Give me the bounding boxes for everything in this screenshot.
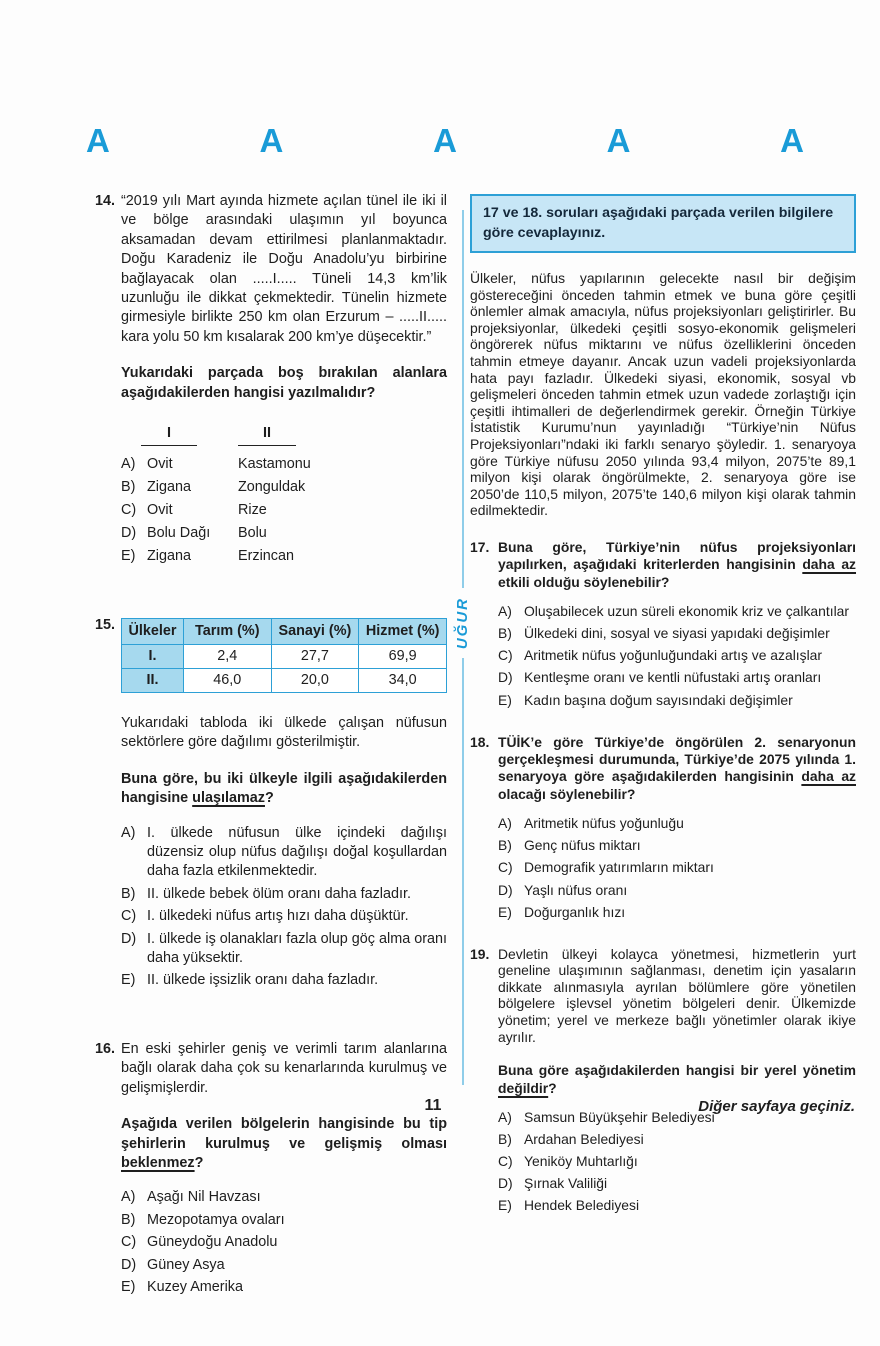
option-letter: C) [498,859,513,876]
table-cell: 46,0 [183,669,271,693]
table-cell: 69,9 [359,645,447,669]
option-letter: E) [121,1278,136,1295]
option-letter: C) [498,647,513,664]
option-text: Aşağı Nil Havzası [147,1189,261,1206]
form-letter-a: A [259,122,284,159]
stem-underlined-word: daha az [801,768,856,785]
option-text: Kadın başına doğum sayısındaki değişimler [524,691,793,708]
table-row [122,669,447,693]
option-letter: A) [498,815,512,832]
option-text: Oluşabilecek uzun süreli ekonomik kriz ve çalkantılar [524,603,850,620]
option-row [498,647,856,664]
option-text: Mezopotamya ovaları [147,1211,285,1228]
question-number: 16. [95,1040,116,1057]
options-list [498,1109,856,1214]
option-row [498,1153,856,1170]
stem-text: etkili olduğu söylenebilir? [498,573,670,590]
option-row [121,1233,447,1252]
option-letter: B) [121,1211,136,1228]
shared-passage: Ülkeler, nüfus yapılarının gelecekte nasıl bir değişim göstereceğini önceden tahmin etmek ve buna göre çeşitli önlemler almak amacıyla, nüfus projeksiyonları geliştirirler. Bu projeksiyonlar, ülkedeki çeşitli sosyo-ekonomik gelişmeleri öngörerek nüfus miktarını ve nüfus özelliklerini önceden tahmin etmeye dayanır. Ancak uzun vadeli projeksiyonlarda hata payı fazladır. Ülkedeki siyasi, ekonomik, sosyal vb gelişmeleri önceden tahmin etmek uzun vadede zorlaştığı için çeşitli ihtimalleri de değerlendirmek gerekir. Örneğin Türkiye İstatistik Kurumu’nun yayınladığı “Türkiye’nin Nüfus Projeksiyonları”ndaki iki farklı senaryo şöyledir. 1. senaryoya göre Türkiye nüfusu 2050 yılında 93,4 milyon, 2075’te 89,1 milyon kişi olarak öngörülmekte, 2. senaryoya göre ise 2050’de 110,5 milyon, 2075’te 140,6 milyon kişi olarak tahmin edilmektedir. [470,270,856,519]
stem-underlined-word: değildir [498,1079,549,1096]
option-row [498,692,856,709]
option-row [121,547,447,566]
left-column [95,192,447,1346]
form-letter-a: A [780,122,804,159]
question-stem: Yukarıdaki parçada boş bırakılan alanlara aşağıdakilerden hangisi yazılmalıdır? [121,365,447,401]
divider-line [462,658,464,1085]
option-row [121,824,447,882]
option-row [498,1175,856,1192]
option-letter: D) [121,525,137,542]
question-15 [95,616,447,994]
column-header-i: I [141,424,197,446]
table-cell: 27,7 [271,645,359,669]
option-letter: A) [498,1109,512,1126]
option-text: Kuzey Amerika [147,1278,243,1295]
column-divider [454,210,471,1085]
option-text: Ardahan Belediyesi [524,1131,644,1148]
option-text: I. ülkedeki nüfus artış hızı daha düşüktür. [147,908,409,925]
option-text: Kentleşme oranı ve kentli nüfustaki artış oranları [524,669,822,686]
question-16 [95,1040,447,1300]
option-row [121,524,447,543]
right-column [470,194,856,1240]
option-row [121,501,447,520]
stem-underlined-word: beklenmez [121,1154,195,1171]
table-row [122,645,447,669]
form-letter-a: A [606,122,631,159]
instruction-box: 17 ve 18. soruları aşağıdaki parçada verilen bilgilere göre cevaplayınız. [470,194,856,253]
option-letter: D) [121,930,137,947]
option-text: Aritmetik nüfus yoğunluğundaki artış ve azalışlar [524,647,823,664]
question-18 [470,734,856,926]
option-text: Zonguldak [238,479,306,496]
option-row [121,1211,447,1230]
option-text: I. ülkede nüfusun ülke içindeki dağılışı düzensiz olup nüfus dağılışı doğal koşullardan daha fazla etkilenmektedir. [147,824,447,880]
option-letter: A) [498,603,512,620]
option-letter: D) [498,669,513,686]
question-stem [121,1115,447,1173]
question-19 [470,946,856,1220]
option-row [498,1197,856,1214]
question-passage: “2019 yılı Mart ayında hizmete açılan tünel ile iki il ve bölge arasındaki ulaşımın yıl boyunca aksamadan devam ettirilmesi planlanmaktadır. Doğu Karadeniz ile Doğu Anadolu’yu birbirine bağlayacak olan .....I..... Tüneli 14,3 km’lik uzunluğu ile dikkat çekmektedir. Tünelin hizmete girmesiyle birlikte 250 km olan Erzurum – .....II..... kara yolu 50 km kısalarak 200 km’ye düşecektir.” [121,193,447,345]
option-letter: E) [121,972,136,989]
page-number: 11 [424,1097,442,1114]
option-letter: A) [121,1189,136,1206]
options-list [121,455,447,566]
option-letter: E) [498,903,512,920]
table-header-cell: Sanayi (%) [271,619,359,645]
option-letter: B) [121,885,136,902]
stem-text: Aşağıda verilen bölgelerin hangisinde bu tip şehirlerin kurulmuş ve gelişmiş olması [121,1116,447,1152]
option-text: Bolu [238,525,267,542]
option-text: Ülkedeki dini, sosyal ve siyasi yapıdaki değişimler [524,625,830,642]
column-header-ii: II [238,424,296,446]
option-letter: B) [498,625,512,642]
table-header-cell: Ülkeler [122,619,184,645]
option-letter: E) [498,1197,512,1214]
table-cell: 2,4 [183,645,271,669]
question-number: 15. [95,617,116,633]
table-cell: 20,0 [271,669,359,693]
option-letter: B) [498,1131,512,1148]
option-text: Ovit [147,456,173,473]
form-letter-row [86,124,804,157]
option-letter: B) [121,479,136,496]
option-row [498,625,856,642]
question-passage: Devletin ülkeyi kolayca yönetmesi, hizmetlerin yurt geneline ulaşımının sağlanması, denetim için yasaların dikkate alınmasıyla ayrılan bölümlere göre yönetilen bölgelere işlevsel yönetim bölgeleri denir. Ülkemizde yönetim; yerel ve merkeze bağlı yönetimler olarak ikiye ayrılır. [498,945,856,1045]
option-row [498,837,856,854]
stem-text: Buna göre, Türkiye’nin nüfus projeksiyonları yapılırken, aşağıdaki kriterlerden hangisinin [498,538,856,573]
option-text: Güneydoğu Anadolu [147,1234,278,1251]
option-letter: C) [121,502,137,519]
option-letter: D) [498,881,513,898]
question-number: 18. [470,733,490,750]
divider-line [462,210,464,588]
option-letter: C) [121,908,137,925]
option-text: Samsun Büyükşehir Belediyesi [524,1109,715,1126]
question-stem [498,539,856,591]
option-text: Güney Asya [147,1256,225,1273]
table-row-label: II. [122,669,184,693]
option-text: Genç nüfus miktarı [524,837,641,854]
option-row [121,971,447,990]
stem-text: olacağı söylenebilir? [498,785,636,802]
stem-underlined-word: ulaşılamaz [192,790,265,807]
table-row-label: I. [122,645,184,669]
table-header-cell: Hizmet (%) [359,619,447,645]
option-letter: C) [121,1234,137,1251]
option-row [498,859,856,876]
stem-text: ? [194,1154,204,1171]
option-letter: A) [121,824,136,841]
option-row [121,930,447,969]
option-text: Bolu Dağı [147,525,211,542]
stem-text: Buna göre aşağıdakilerden hangisi bir yerel yönetim [498,1062,856,1079]
option-row [498,904,856,921]
question-stem [498,1062,856,1097]
option-text: Erzincan [238,548,294,565]
option-text: II. ülkede işsizlik oranı daha fazladır. [147,972,379,989]
option-letter: D) [498,1175,513,1192]
option-text: Zigana [147,479,192,496]
option-text: Ovit [147,502,173,519]
option-letter: E) [121,548,136,565]
option-row [121,907,447,926]
stem-text: Buna göre, bu iki ülkeyle ilgili aşağıdakilerden hangisine [121,770,447,807]
option-row [498,603,856,620]
option-letter: D) [121,1256,137,1273]
question-stem [498,734,856,804]
option-row [498,669,856,686]
option-letter: B) [498,837,512,854]
table-header-cell: Tarım (%) [183,619,271,645]
options-list [498,603,856,708]
option-text: Kastamonu [238,456,311,473]
option-text: Aritmetik nüfus yoğunluğu [524,815,684,832]
form-letter-a: A [86,122,110,159]
question-stem [121,770,447,809]
option-row [498,1131,856,1148]
options-list [498,815,856,920]
option-text: Demografik yatırımların miktarı [524,859,714,876]
question-number: 14. [95,193,116,209]
options-list [121,824,447,991]
option-text: Şırnak Valiliği [524,1175,608,1192]
question-passage: En eski şehirler geniş ve verimli tarım alanlarına bağlı olarak daha çok su kenarlarında kurulmuş ve gelişmişlerdir. [121,1040,447,1096]
option-text: Zigana [147,548,192,565]
option-text: Hendek Belediyesi [524,1197,640,1214]
option-letter: C) [498,1153,513,1170]
options-list [121,1188,447,1297]
option-letter: A) [121,456,136,473]
option-text: Doğurganlık hızı [524,903,626,920]
option-row [498,815,856,832]
option-row [121,455,447,474]
table-caption: Yukarıdaki tabloda iki ülkede çalışan nüfusun sektörlere göre dağılımı gösterilmiştir. [121,715,447,751]
stem-underlined-word: daha az [802,556,857,573]
option-row [498,882,856,899]
question-number: 17. [470,538,490,555]
stem-text: ? [548,1079,557,1096]
question-14 [95,192,447,570]
option-letter: E) [498,691,512,708]
option-text: II. ülkede bebek ölüm oranı daha fazladır. [147,885,411,902]
option-text: Rize [238,502,267,519]
option-text: Yaşlı nüfus oranı [524,881,628,898]
form-letter-a: A [433,122,457,159]
stem-text: ? [264,790,274,807]
next-page-note: Diğer sayfaya geçiniz. [698,1098,855,1115]
option-row [121,478,447,497]
table-cell: 34,0 [359,669,447,693]
ugur-watermark: UĞUR [454,597,471,650]
option-row [121,1188,447,1207]
option-row [121,885,447,904]
question-number: 19. [470,945,490,962]
option-text: I. ülkede iş olanakları fazla olup göç alma oranı daha yüksektir. [147,930,447,967]
options-column-headers [121,424,447,446]
option-text: Yeniköy Muhtarlığı [524,1153,638,1170]
option-row [121,1256,447,1275]
stem-text: TÜİK’e göre Türkiye’de öngörülen 2. senaryonun gerçekleşmesi durumunda, Türkiye’de 2075 yılında 1. senaryoya göre aşağıdakilerden hangisinin [498,733,856,785]
sector-distribution-table [121,618,447,693]
option-row [121,1278,447,1297]
question-17 [470,539,856,714]
